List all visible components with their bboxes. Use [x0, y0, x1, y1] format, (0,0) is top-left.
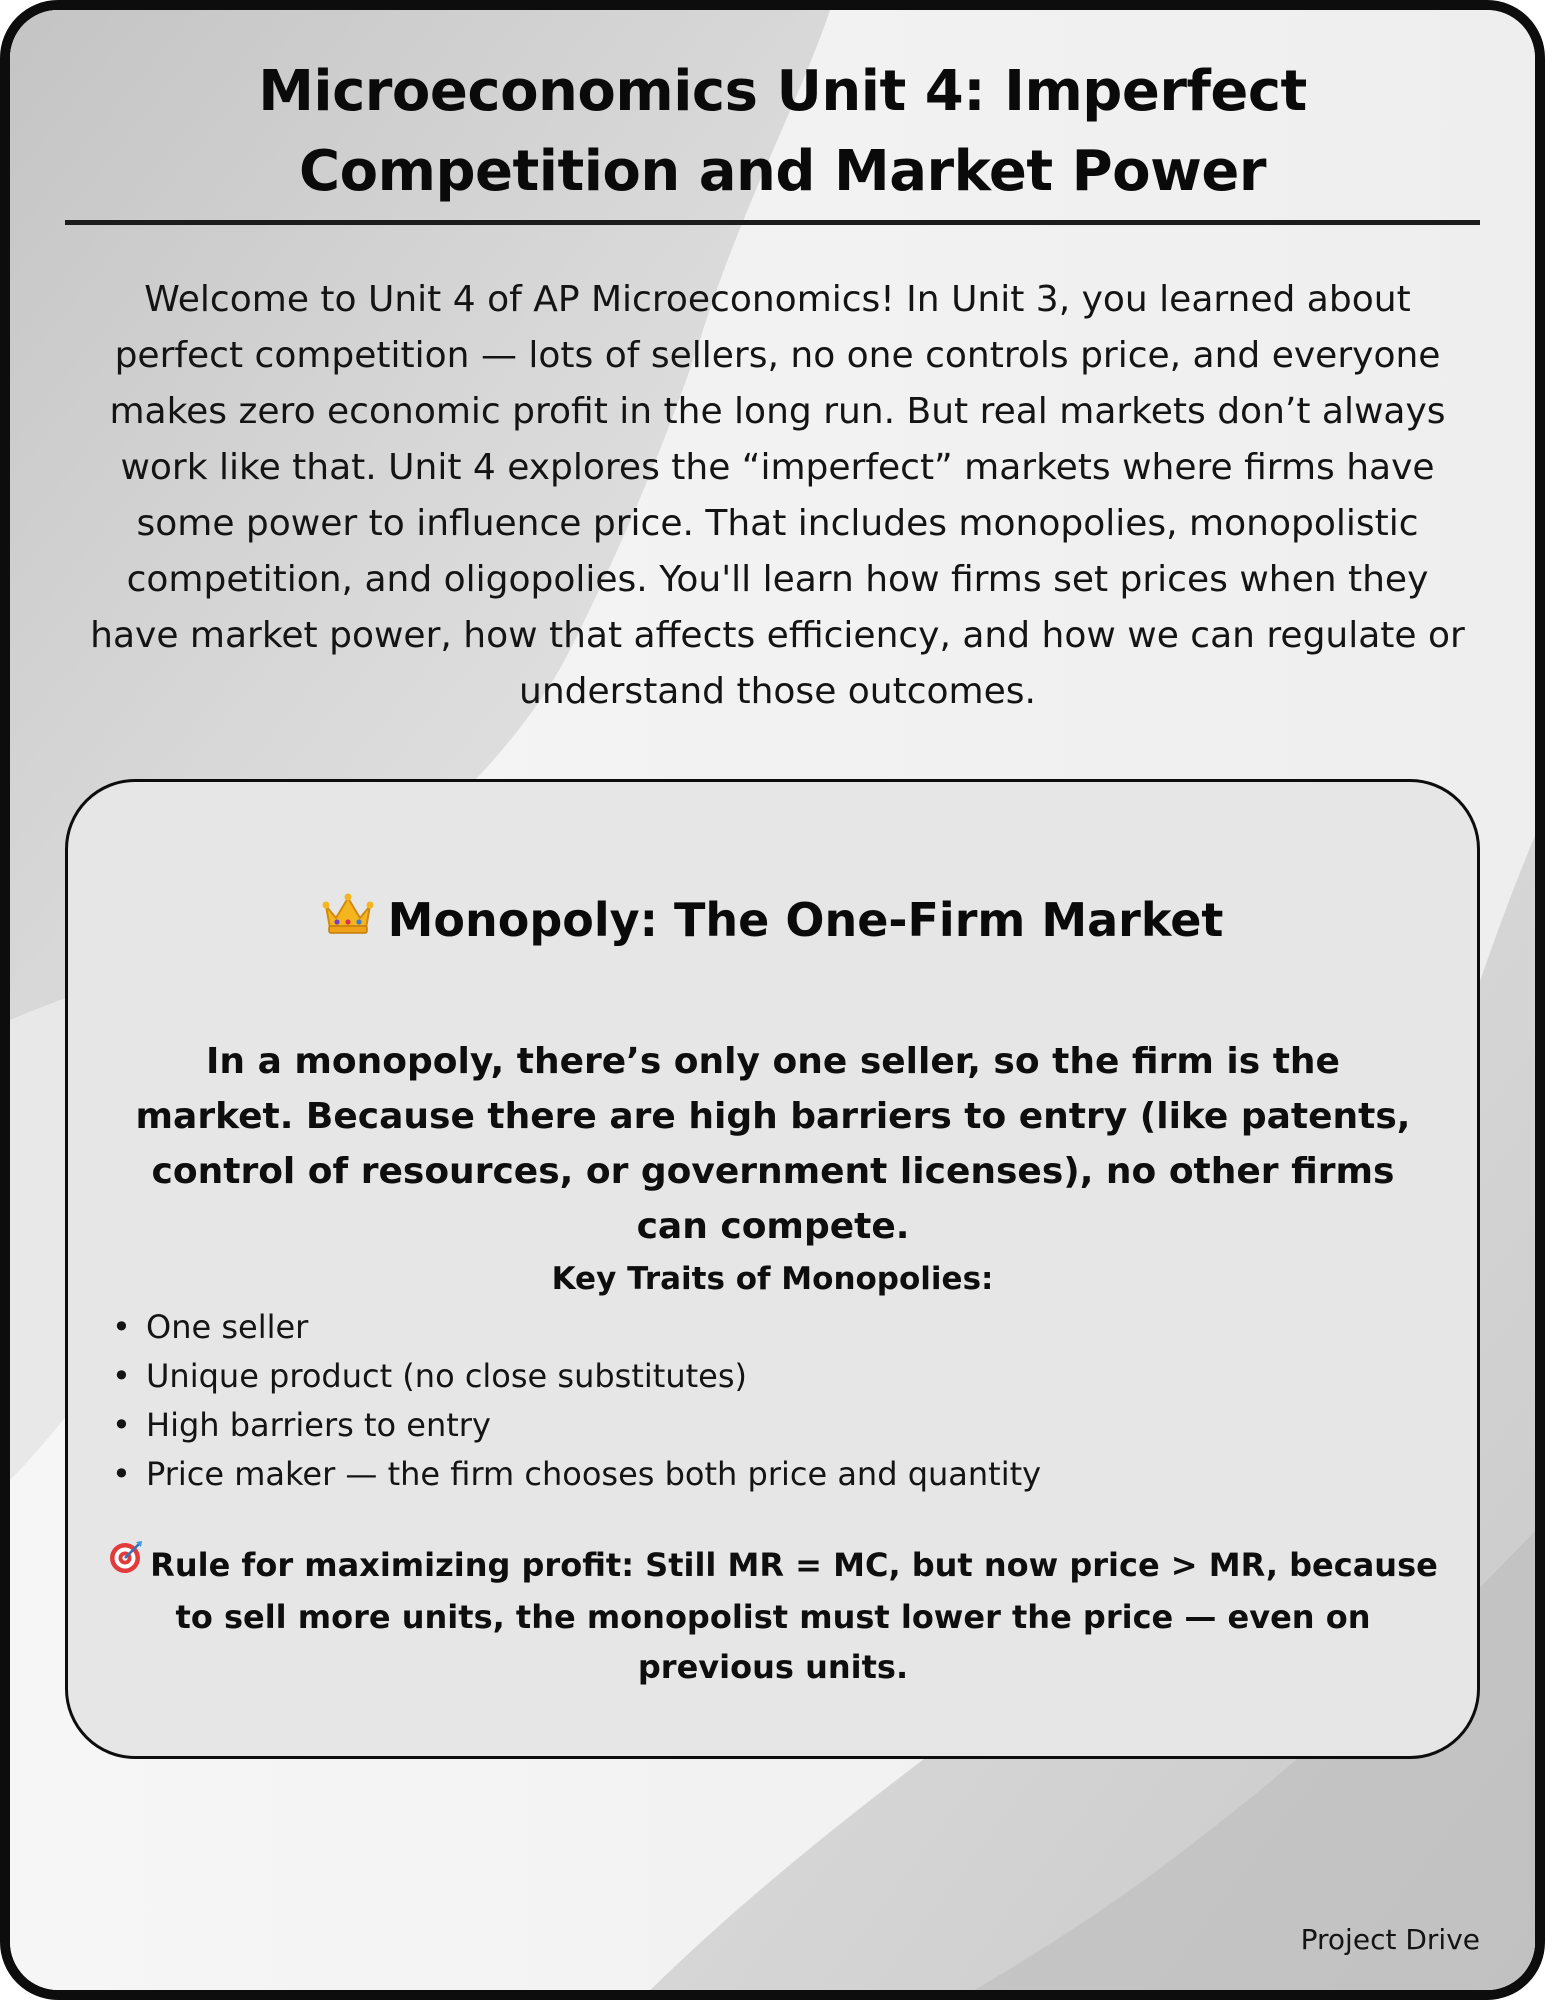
card-heading-text: Monopoly: The One-Firm Market — [387, 893, 1224, 947]
target-icon — [108, 1539, 144, 1589]
content — [10, 10, 1535, 1990]
trait-text: Unique product (no close substitutes) — [146, 1357, 747, 1395]
list-item — [112, 1303, 1041, 1352]
list-item — [112, 1352, 1041, 1401]
list-item — [112, 1450, 1042, 1499]
card-heading — [68, 890, 1477, 954]
trait-text: Price maker — the firm chooses both price and quantity — [146, 1455, 1042, 1493]
title-divider — [65, 220, 1480, 225]
page-title: Microeconomics Unit 4: Imperfect Competition and Market Power — [258, 59, 1307, 204]
bullet-icon: • — [112, 1357, 131, 1395]
bullet-icon: • — [112, 1455, 131, 1493]
intro-paragraph: Welcome to Unit 4 of AP Microeconomics! In Unit 3, you learned about perfect competition — lots of sellers, no one controls price, and everyone makes zero economic profit in the long run. But real markets don’t always work like that. Unit 4 explores the “imperfect” markets where firms have some power to influence price. That includes monopolies, monopolistic competition, and oligopolies. You'll learn how firms set prices when they have market power, how that affects efficiency, and how we can regulate or understand those outcomes. — [90, 279, 1465, 712]
crown-icon — [322, 890, 374, 950]
trait-text: High barriers to entry — [146, 1406, 491, 1444]
profit-rule-text: Rule for maximizing profit: Still MR = MC, but now price > MR, because to sell more units, the monopolist must lower the price — even on previous units. — [150, 1546, 1438, 1686]
monopoly-card — [65, 779, 1480, 1759]
footer-brand: Project Drive — [1300, 1923, 1480, 1956]
bullet-icon: • — [112, 1406, 131, 1444]
traits-list — [68, 1303, 1041, 1499]
bullet-icon: • — [112, 1308, 131, 1346]
traits-title: Key Traits of Monopolies: — [551, 1261, 994, 1297]
monopoly-definition: In a monopoly, there’s only one seller, so the firm is the market. Because there are high barriers to entry (like patents, control of resources, or government licenses), no other firms can compete. — [135, 1041, 1411, 1247]
profit-rule — [98, 1540, 1448, 1692]
list-item — [112, 1401, 1041, 1450]
trait-text: One seller — [146, 1308, 309, 1346]
